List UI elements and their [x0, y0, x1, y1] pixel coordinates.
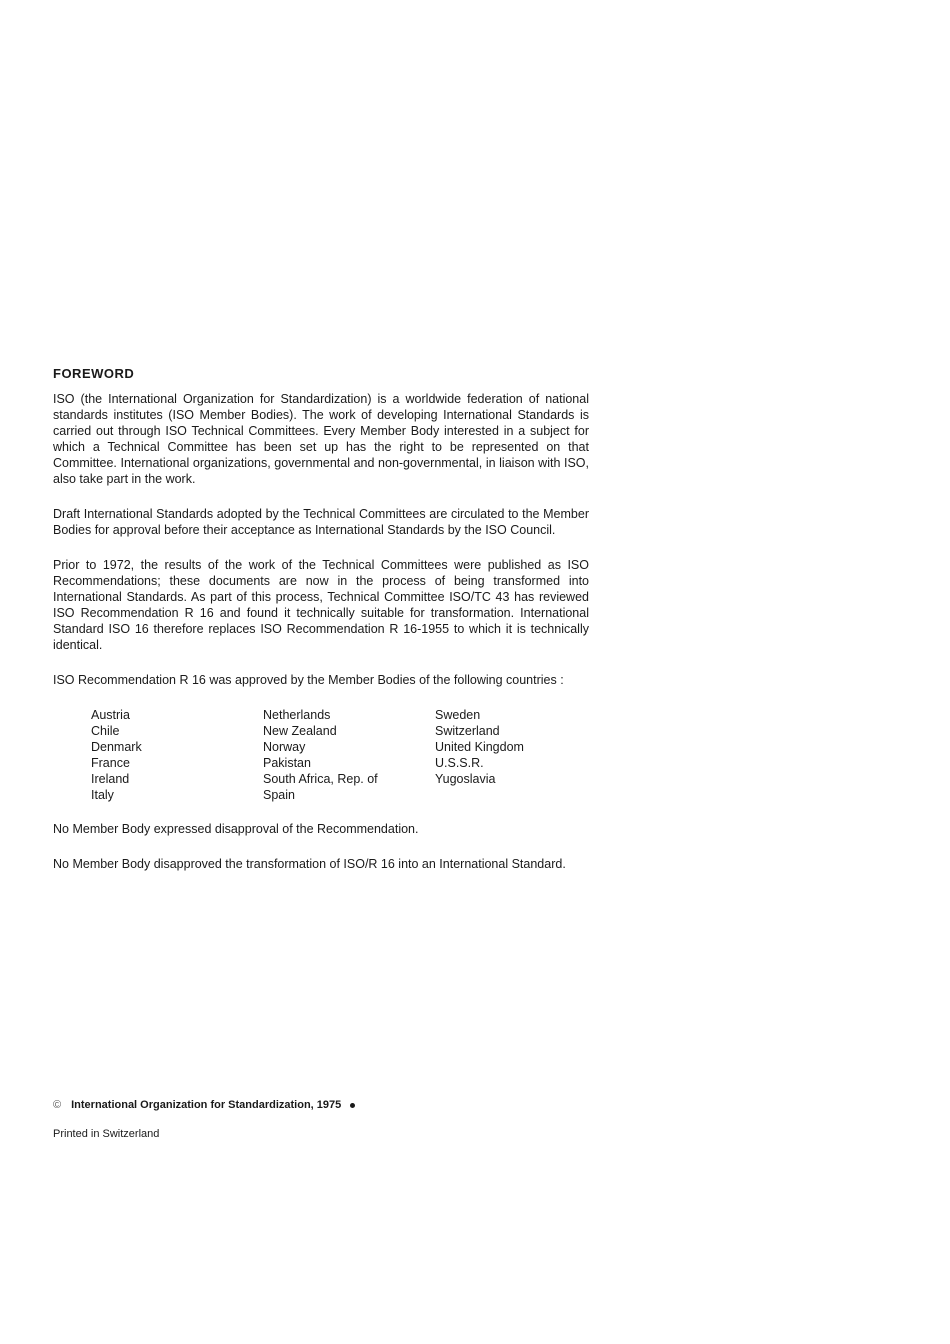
- foreword-heading: FOREWORD: [53, 366, 135, 381]
- country-item: Norway: [263, 740, 306, 754]
- copyright-icon: ©: [53, 1099, 62, 1111]
- copyright-line: [53, 1099, 553, 1111]
- paragraph-draft-standards: Draft International Standards adopted by the Technical Committees are circulated to the Member Bodies for approval before their acceptance as International Standards by the ISO Council.: [53, 507, 589, 537]
- paragraph-approval: ISO Recommendation R 16 was approved by the Member Bodies of the following countries :: [53, 673, 564, 687]
- paragraph-iso-intro: ISO (the International Organization for Standardization) is a worldwide federation of national standards institutes (ISO Member Bodies). The work of developing International Standards is carried out through ISO Technical Committees. Every Member Body interested in a subject for which a Technical Committee has been set up has the right to be represented on that Committee. International organizations, governmental and non-governmental, in liaison with ISO, also take part in the work.: [53, 392, 589, 486]
- country-item: Yugoslavia: [435, 772, 496, 786]
- country-item: Denmark: [91, 740, 142, 754]
- country-item: Chile: [91, 724, 120, 738]
- paragraph-no-disapproval-transformation: No Member Body disapproved the transformation of ISO/R 16 into an International Standard.: [53, 857, 566, 871]
- country-item: Switzerland: [435, 724, 500, 738]
- copyright-text: International Organization for Standardization, 1975: [71, 1099, 342, 1111]
- page-footer: [53, 1099, 553, 1140]
- country-item: Italy: [91, 788, 114, 802]
- countries-list: [91, 707, 589, 803]
- country-item: South Africa, Rep. of: [263, 772, 378, 786]
- printed-location: Printed in Switzerland: [53, 1128, 160, 1140]
- paragraph-no-disapproval: No Member Body expressed disapproval of the Recommendation.: [53, 822, 419, 836]
- country-item: Sweden: [435, 708, 481, 722]
- country-item: Pakistan: [263, 756, 311, 770]
- country-item: United Kingdom: [435, 740, 524, 754]
- countries-column-3: [435, 707, 595, 803]
- paragraph-transformation: Prior to 1972, the results of the work of the Technical Committees were published as ISO Recommendations; these documents are now in the process of being transformed into International Standards. As part of this process, Technical Committee ISO/TC 43 has reviewed ISO Recommendation R 16 and found it technically suitable for transformation. International Standard ISO 16 therefore replaces ISO Recommendation R 16-1955 to which it is technically identical.: [53, 558, 589, 652]
- foreword-section: [53, 366, 589, 891]
- country-item: France: [91, 756, 130, 770]
- country-item: New Zealand: [263, 724, 337, 738]
- country-item: Ireland: [91, 772, 130, 786]
- country-item: Austria: [91, 708, 130, 722]
- bullet-dot-icon: [350, 1103, 355, 1108]
- country-item: Netherlands: [263, 708, 331, 722]
- countries-column-2: [263, 707, 435, 803]
- country-item: Spain: [263, 788, 295, 802]
- countries-column-1: [91, 707, 263, 803]
- country-item: U.S.S.R.: [435, 756, 484, 770]
